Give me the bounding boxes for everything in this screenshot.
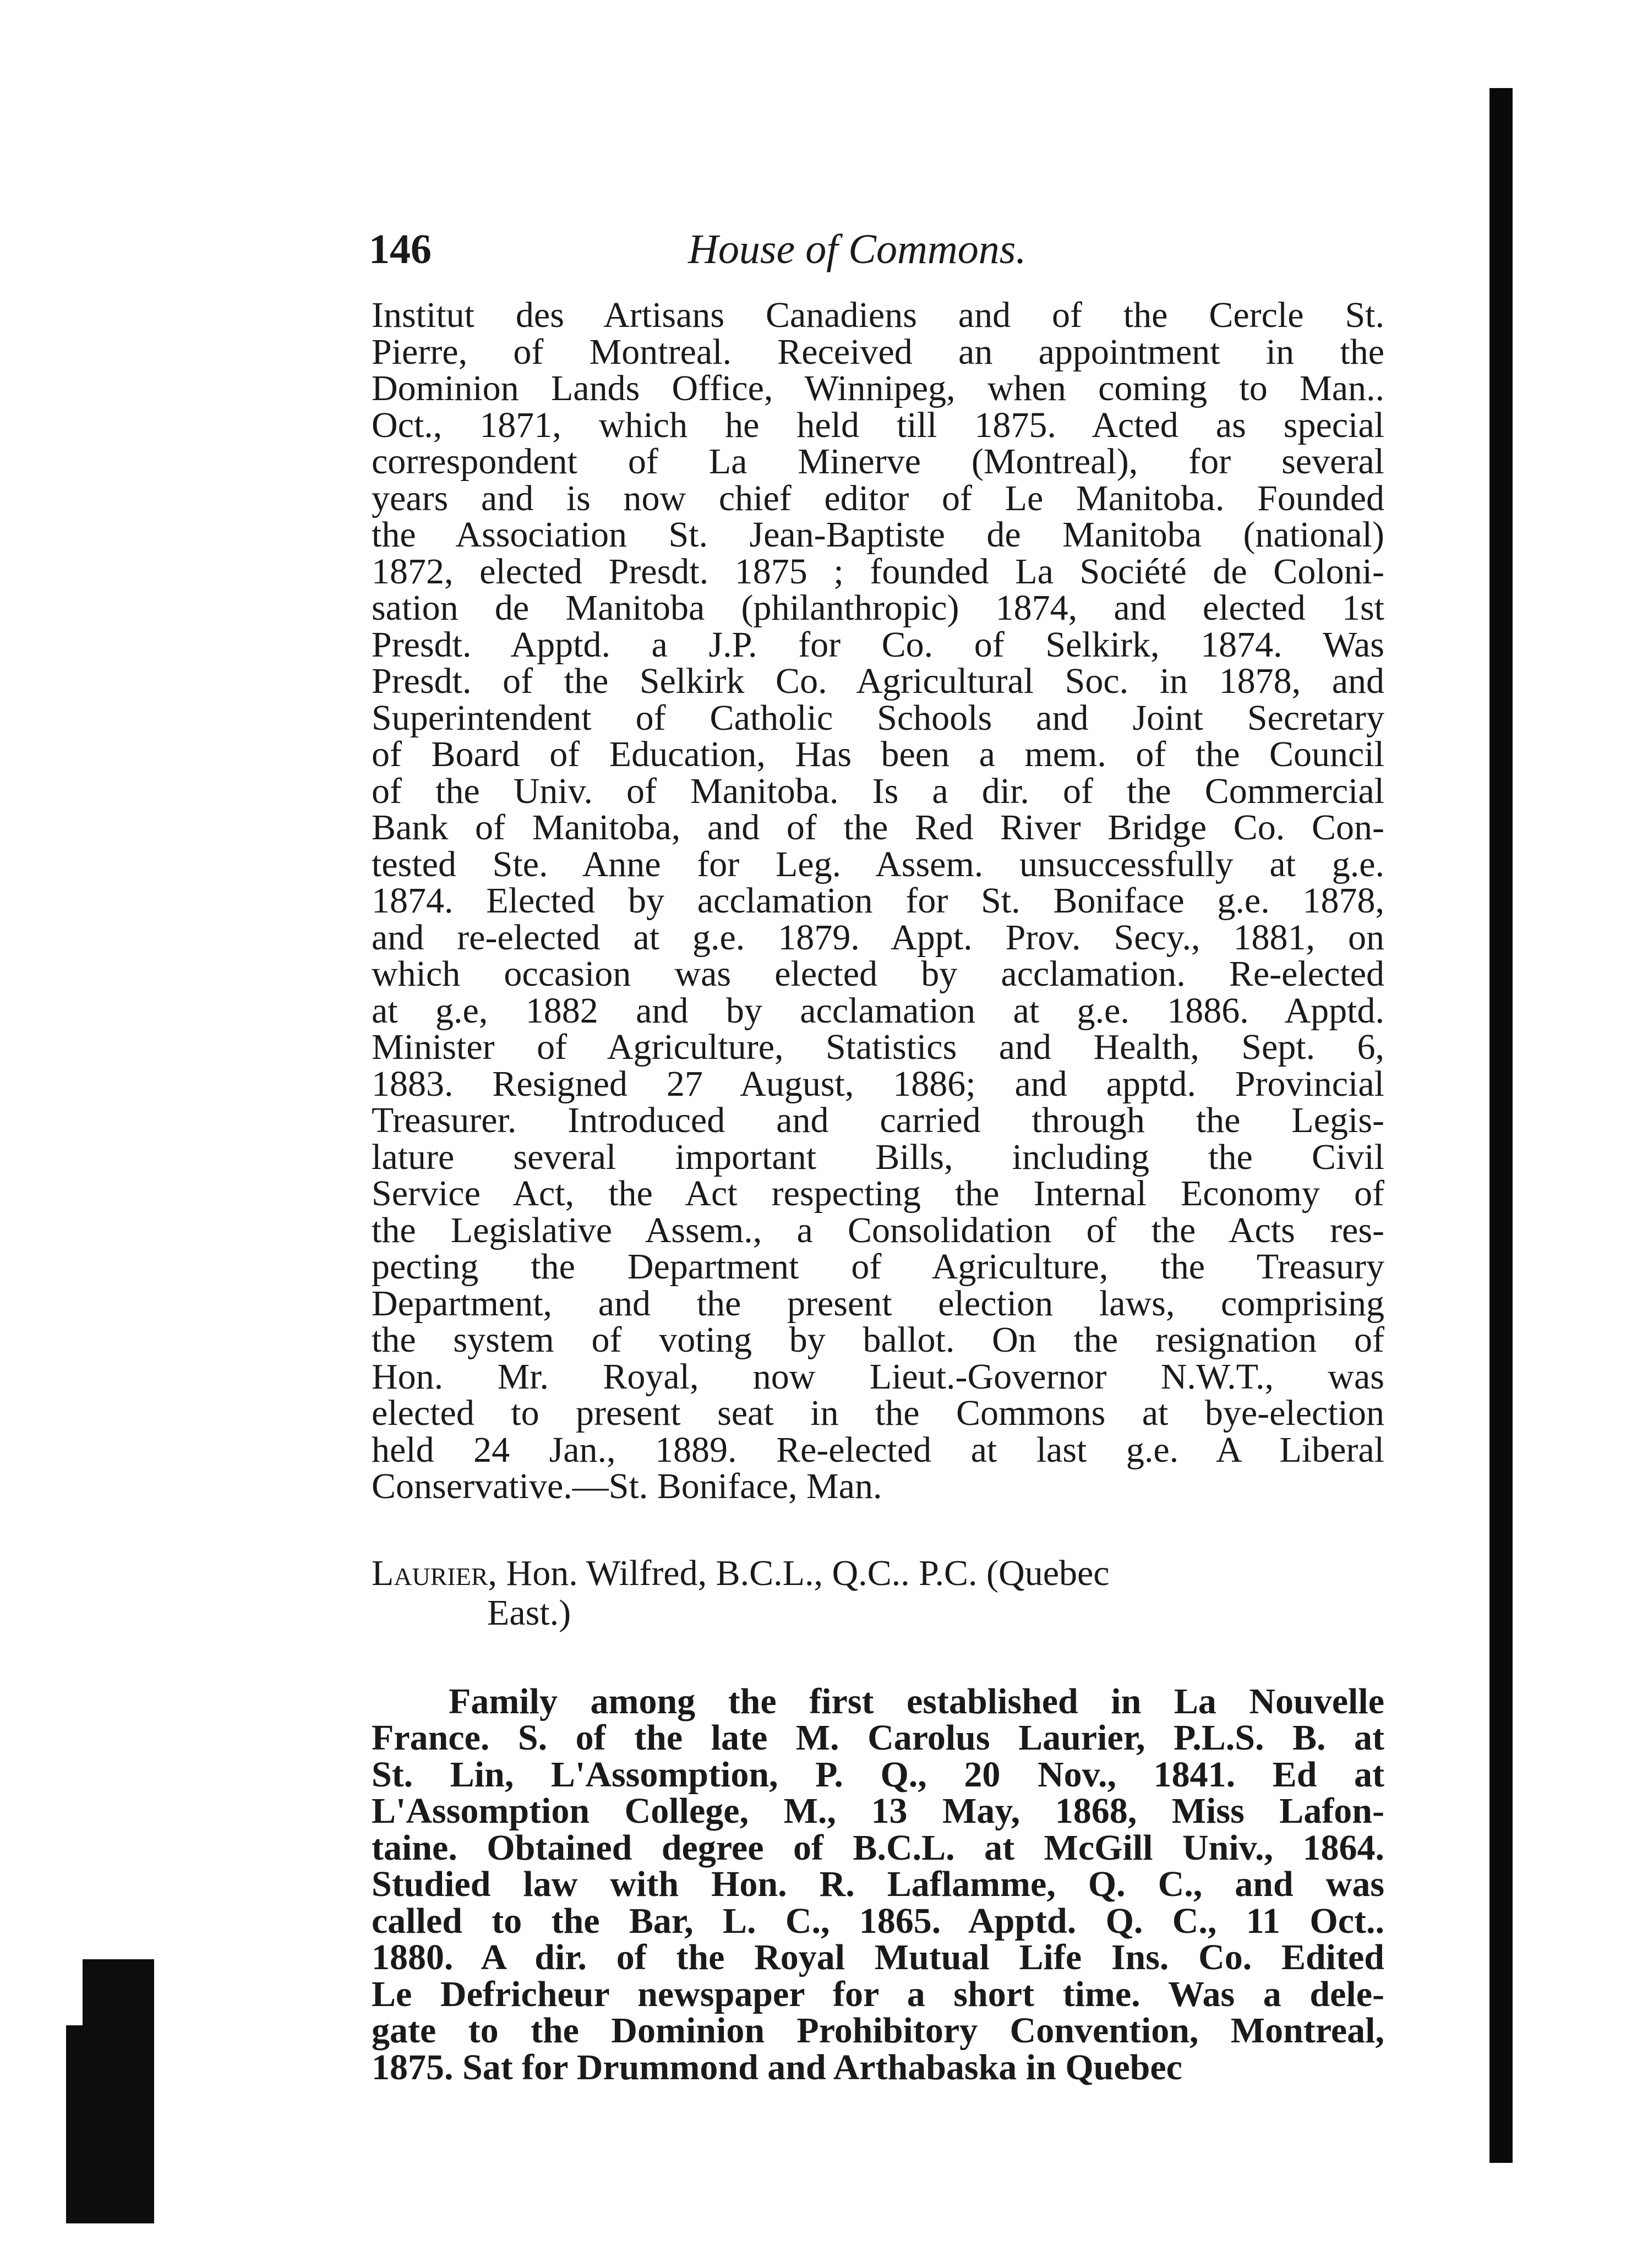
text-line: Oct., 1871, which he held till 1875. Acted as special: [372, 405, 1384, 445]
text-line: Pierre, of Montreal. Received an appointment in the: [372, 331, 1384, 372]
text-line: Minister of Agriculture, Statistics and Health, Sept. 6,: [372, 1027, 1384, 1067]
text-line: Presdt. of the Selkirk Co. Agricultural Soc. in 1878, and: [372, 661, 1384, 701]
running-head: House of Commons.: [688, 226, 1027, 272]
text-line: and re-elected at g.e. 1879. Appt. Prov. Secy., 1881, on: [372, 917, 1384, 958]
text-line: Dominion Lands Office, Winnipeg, when coming to Man..: [372, 368, 1384, 408]
text-line: gate to the Dominion Prohibitory Convention, Montreal,: [372, 2010, 1384, 2051]
text-line: of the Univ. of Manitoba. Is a dir. of the Commercial: [372, 770, 1384, 811]
entry-laurier-body: [372, 1681, 1384, 2087]
page-number: 146: [369, 226, 432, 272]
text-line: held 24 Jan., 1889. Re-elected at last g.e. A Liberal: [372, 1429, 1384, 1470]
text-column: [372, 297, 1384, 2086]
text-line: Le Defricheur newspaper for a short time. Was a dele-: [372, 1974, 1384, 2014]
text-line: of Board of Education, Has been a mem. of the Council: [372, 734, 1384, 774]
text-line: called to the Bar, L. C., 1865. Apptd. Q. C., 11 Oct..: [372, 1900, 1384, 1941]
text-line: 1875. Sat for Drummond and Arthabaska in Quebec: [372, 2047, 1182, 2087]
scan-margin-mark: [66, 1959, 154, 2223]
text-line: tested Ste. Anne for Leg. Assem. unsuccessfully at g.e.: [372, 844, 1384, 884]
scan-margin-notch: [66, 1959, 83, 2025]
text-line: Hon. Mr. Royal, now Lieut.-Governor N.W.T., was: [372, 1356, 1384, 1397]
text-line: 1872, elected Presdt. 1875 ; founded La Société de Coloni-: [372, 551, 1384, 592]
text-line: 1880. A dir. of the Royal Mutual Life Ins. Co. Edited: [372, 1937, 1384, 1977]
text-line: at g.e, 1882 and by acclamation at g.e. 1886. Apptd.: [372, 990, 1384, 1031]
text-line: which occasion was elected by acclamation. Re-elected: [372, 954, 1384, 994]
text-line: correspondent of La Minerve (Montreal), for several: [372, 441, 1384, 482]
text-line: 1874. Elected by acclamation for St. Boniface g.e. 1878,: [372, 881, 1384, 921]
entry-surname: Laurier: [372, 1553, 488, 1593]
text-line: Conservative.—St. Boniface, Man.: [372, 1466, 882, 1506]
text-line: taine. Obtained degree of B.C.L. at McGill Univ., 1864.: [372, 1827, 1384, 1868]
text-line: L'Assomption College, M., 13 May, 1868, Miss Lafon-: [372, 1791, 1384, 1831]
text-line: years and is now chief editor of Le Manitoba. Founded: [372, 478, 1384, 518]
entry-heading-continuation: East.): [487, 1592, 571, 1633]
page-edge-shadow: [1489, 88, 1513, 2163]
text-line: France. S. of the late M. Carolus Laurier, P.L.S. B. at: [372, 1718, 1384, 1758]
text-line: Studied law with Hon. R. Laflamme, Q. C., and was: [372, 1864, 1384, 1904]
text-line: lature several important Bills, including the Civil: [372, 1136, 1384, 1177]
text-line: the Association St. Jean-Baptiste de Manitoba (national): [372, 515, 1384, 555]
entry-heading: [372, 1554, 1384, 1593]
text-line: Bank of Manitoba, and of the Red River Bridge Co. Con-: [372, 807, 1384, 848]
text-line: Department, and the present election laws, comprising: [372, 1283, 1384, 1324]
text-line: sation de Manitoba (philanthropic) 1874, and elected 1st: [372, 588, 1384, 628]
text-line: Superintendent of Catholic Schools and Joint Secretary: [372, 697, 1384, 738]
entry-separator: [372, 1505, 1384, 1554]
text-line: Family among the first established in La Nouvelle: [449, 1681, 1384, 1722]
text-line: elected to present seat in the Commons at bye-election: [372, 1393, 1384, 1433]
entry-previous-continuation: [372, 297, 1384, 1505]
text-line: pecting the Department of Agriculture, the Treasury: [372, 1247, 1384, 1287]
text-line: Presdt. Apptd. a J.P. for Co. of Selkirk, 1874. Was: [372, 624, 1384, 665]
entry-heading-gap: [372, 1633, 1384, 1684]
text-line: 1883. Resigned 27 August, 1886; and apptd. Provincial: [372, 1063, 1384, 1104]
entry-name-line: , Hon. Wilfred, B.C.L., Q.C.. P.C. (Quebec: [488, 1553, 1110, 1593]
text-line: Institut des Artisans Canadiens and of the Cercle St.: [372, 295, 1384, 335]
text-line: the system of voting by ballot. On the resignation of: [372, 1320, 1384, 1360]
text-line: St. Lin, L'Assomption, P. Q., 20 Nov., 1841. Ed at: [372, 1754, 1384, 1795]
text-line: the Legislative Assem., a Consolidation of the Acts res-: [372, 1210, 1384, 1250]
text-line: Service Act, the Act respecting the Internal Economy of: [372, 1173, 1384, 1214]
text-line: Treasurer. Introduced and carried through the Legis-: [372, 1100, 1384, 1140]
page-header: [369, 226, 1106, 286]
